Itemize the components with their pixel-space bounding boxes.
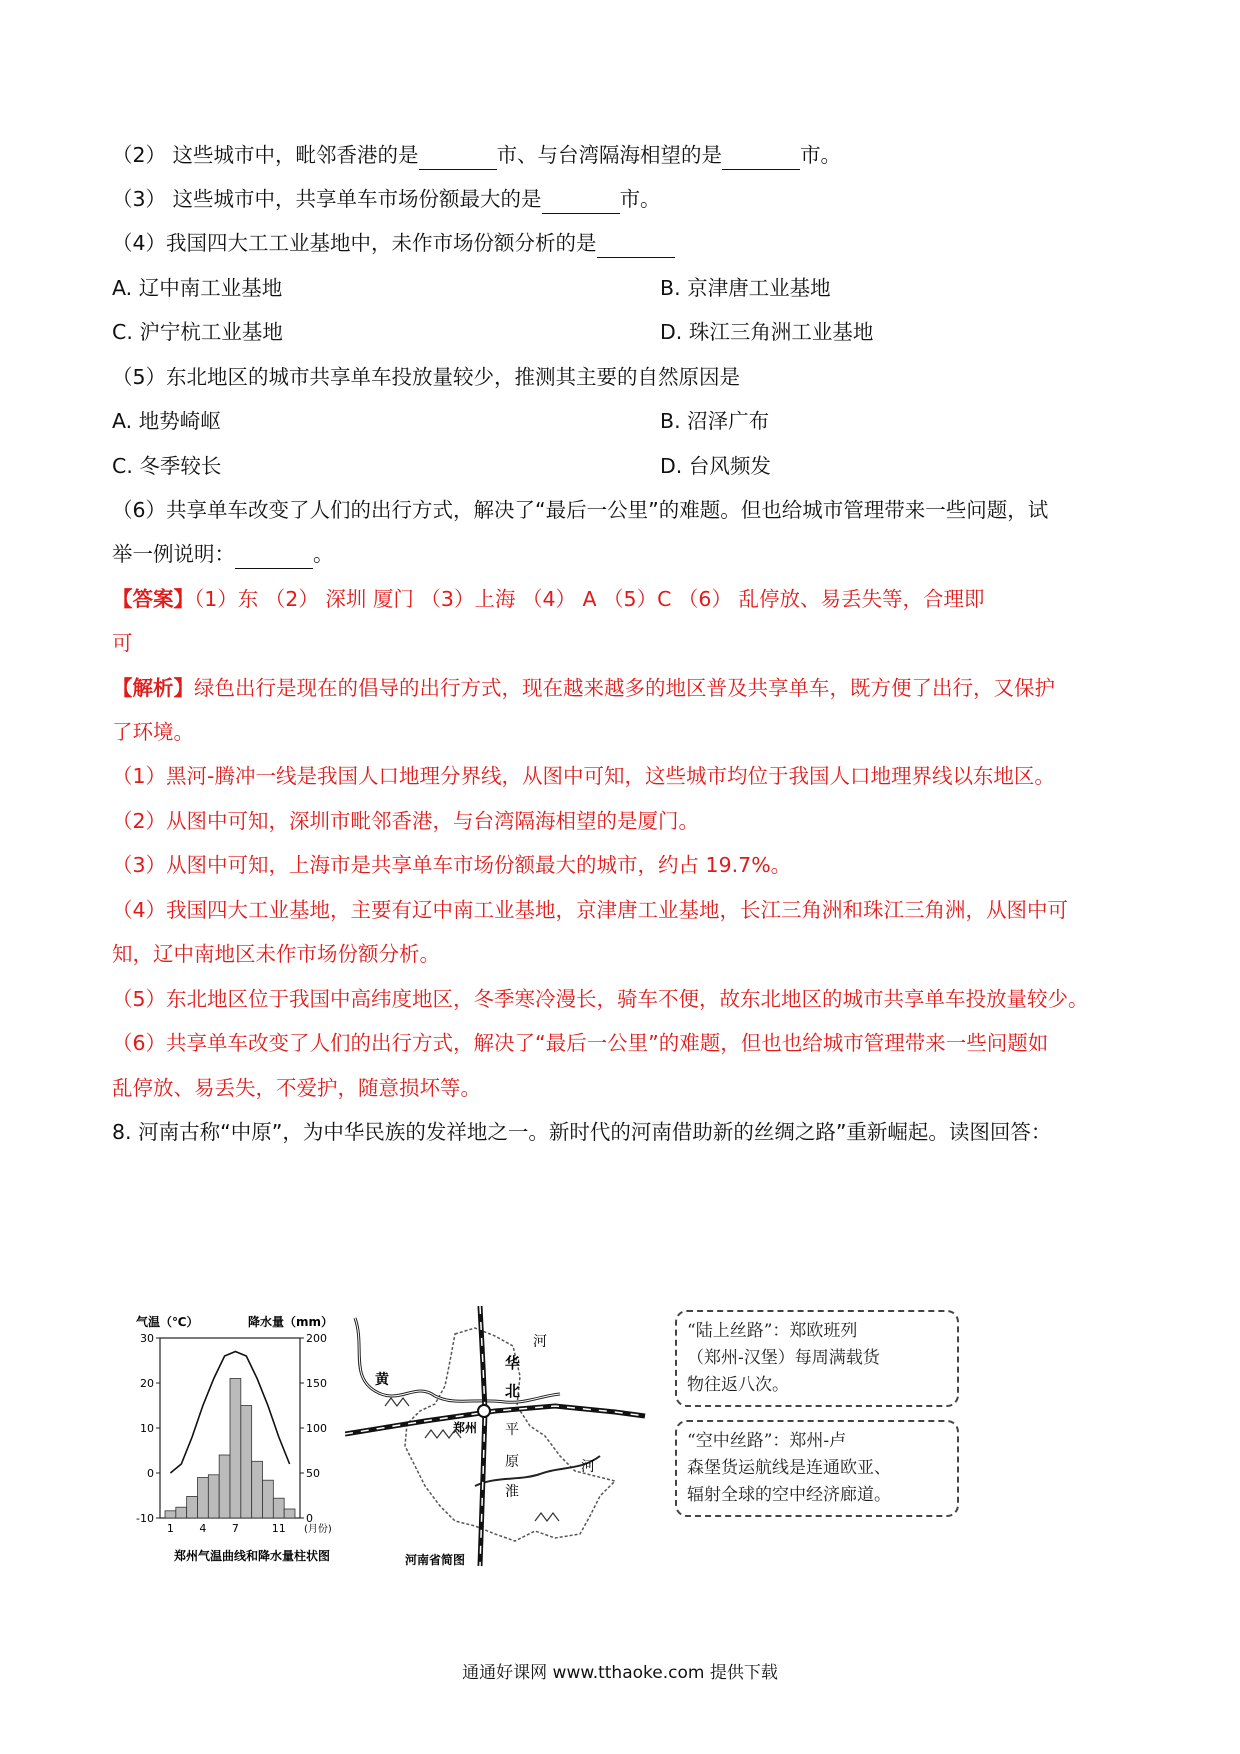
analysis-point-2: （2）从图中可知，深圳市毗邻香港，与台湾隔海相望的是厦门。 — [112, 809, 700, 833]
question-6-text-end: 。 — [313, 542, 334, 566]
analysis-point-6a: （6）共享单车改变了人们的出行方式，解决了“最后一公里”的难题，但也也给城市管理带来一些问题如 — [112, 1031, 1049, 1055]
huai-label: 淮 — [505, 1484, 519, 1500]
option-a[interactable]: A. 辽中南工业基地 — [112, 276, 283, 300]
answer-blank[interactable] — [722, 147, 800, 170]
month-tick-label: 4 — [199, 1522, 207, 1535]
analysis-point-6b: 乱停放、易丢失，不爱护，随意损坏等。 — [112, 1076, 481, 1100]
river-label-top: 河 — [533, 1334, 547, 1350]
mountain-symbol — [385, 1398, 409, 1406]
month-tick-label: 7 — [231, 1522, 239, 1535]
analysis-line-1 — [112, 673, 1132, 703]
question-8-stem: 8. 河南古称“中原”，为中华民族的发祥地之一。新时代的河南借助新的丝绸之路”重新崛起。读图回答： — [112, 1120, 1052, 1144]
climate-chart-caption: 郑州气温曲线和降水量柱状图 — [173, 1549, 331, 1563]
precipitation-bar — [187, 1496, 198, 1518]
option-c[interactable]: C. 冬季较长 — [112, 454, 222, 478]
temperature-tick-label: 20 — [140, 1377, 154, 1390]
note-line: 辐射全球的空中经济廊道。 — [687, 1485, 891, 1505]
temperature-tick-label: 30 — [140, 1332, 154, 1345]
question-3-text-b: 市。 — [619, 187, 661, 211]
plain-label-4: 原 — [505, 1454, 519, 1470]
precipitation-tick-label: 0 — [306, 1512, 313, 1525]
precipitation-tick-label: 150 — [306, 1377, 327, 1390]
answer-line-1 — [112, 584, 1132, 614]
note-line: “空中丝路”：郑州-卢 — [687, 1431, 847, 1451]
climate-chart — [130, 1310, 360, 1570]
option-d[interactable]: D. 台风频发 — [660, 454, 771, 478]
answer-tag: 【答案】 — [112, 587, 194, 611]
answer-blank[interactable] — [542, 191, 620, 214]
precipitation-tick-label: 100 — [306, 1422, 327, 1435]
precipitation-bar — [198, 1478, 209, 1519]
question-4 — [112, 228, 1132, 258]
henan-map — [345, 1306, 665, 1576]
question-6-line-1: （6）共享单车改变了人们的出行方式，解决了“最后一公里”的难题。但也给城市管理带来一些问题，试 — [112, 498, 1049, 522]
precipitation-bar — [230, 1379, 241, 1519]
question-5 — [112, 362, 1132, 392]
answer-text: （1）东 （2） 深圳 厦门 （3）上海 （4） A （5）C （6） 乱停放、易丢失等，合理即 — [194, 587, 985, 611]
precipitation-bar — [176, 1507, 187, 1518]
precipitation-bar — [284, 1509, 295, 1518]
land-silk-road-note — [675, 1310, 959, 1407]
temperature-tick-label: 0 — [147, 1467, 154, 1480]
precipitation-tick-label: 50 — [306, 1467, 320, 1480]
analysis-point-1: （1）黑河-腾冲一线是我国人口地理分界线，从图中可知，这些城市均位于我国人口地理界线以东地区。 — [112, 764, 1055, 788]
question-2-text-c: 市。 — [800, 143, 842, 167]
option-d[interactable]: D. 珠江三角洲工业基地 — [660, 320, 874, 344]
air-silk-road-note — [675, 1420, 959, 1517]
question-2-text-b: 市、与台湾隔海相望的是 — [496, 143, 723, 167]
note-line: 森堡货运航线是连通欧亚、 — [687, 1458, 891, 1478]
note-line: “陆上丝路”：郑欧班列 — [687, 1321, 858, 1341]
question-2 — [112, 140, 1132, 170]
analysis-point-3: （3）从图中可知，上海市是共享单车市场份额最大的城市，约占 19.7%。 — [112, 853, 792, 877]
question-3-text-a: （3） 这些城市中，共享单车市场份额最大的是 — [112, 187, 542, 211]
plain-label-3: 平 — [505, 1422, 519, 1438]
precipitation-bar — [252, 1461, 263, 1518]
temperature-axis-label: 气温（℃） — [136, 1315, 199, 1329]
option-c[interactable]: C. 沪宁杭工业基地 — [112, 320, 283, 344]
option-b[interactable]: B. 京津唐工业基地 — [660, 276, 831, 300]
month-tick-label: 1 — [166, 1522, 174, 1535]
option-a[interactable]: A. 地势崎岖 — [112, 409, 221, 433]
precipitation-bar — [219, 1455, 230, 1518]
footer: 通通好课网 www.tthaoke.com 提供下载 — [462, 1663, 778, 1683]
month-unit-label: (月份) — [304, 1524, 332, 1535]
precipitation-bar — [208, 1475, 219, 1518]
precipitation-bar — [273, 1498, 284, 1518]
plain-label-2: 北 — [505, 1382, 521, 1400]
question-4-stem: （4）我国四大工工业基地中，未作市场份额分析的是 — [112, 231, 597, 255]
analysis-text: 绿色出行是现在的倡导的出行方式，现在越来越多的地区普及共享单车，既方便了出行，又保护 — [194, 676, 1055, 700]
temperature-tick-label: -10 — [136, 1512, 154, 1525]
answer-blank[interactable] — [419, 147, 497, 170]
question-3 — [112, 184, 1132, 214]
question-5-stem: （5）东北地区的城市共享单车投放量较少，推测其主要的自然原因是 — [112, 365, 741, 389]
note-line: （郑州-汉堡）每周满载货 — [687, 1348, 880, 1368]
question-2-text-a: （2） 这些城市中，毗邻香港的是 — [112, 143, 419, 167]
precipitation-tick-label: 200 — [306, 1332, 327, 1345]
answer-blank[interactable] — [597, 235, 675, 258]
analysis-line-2: 了环境。 — [112, 720, 194, 744]
temperature-tick-label: 10 — [140, 1422, 154, 1435]
month-tick-label: 11 — [271, 1522, 286, 1535]
precipitation-bar — [165, 1511, 176, 1518]
question-6-line-2 — [112, 539, 1132, 569]
map-caption: 河南省简图 — [405, 1553, 466, 1567]
zhengzhou-label: 郑州 — [453, 1421, 478, 1435]
analysis-point-4b: 知，辽中南地区未作市场份额分析。 — [112, 942, 440, 966]
analysis-point-4a: （4）我国四大工业基地，主要有辽中南工业基地，京津唐工业基地，长江三角洲和珠江三角洲，从图中可 — [112, 898, 1069, 922]
yellow-river-inner — [355, 1318, 560, 1402]
question-6-text: 举一例说明： — [112, 542, 235, 566]
answer-line-2: 可 — [112, 631, 133, 655]
river-label-bottom: 河 — [581, 1459, 595, 1475]
zhengzhou-marker — [478, 1405, 490, 1417]
precipitation-bar — [241, 1406, 252, 1519]
precipitation-bar — [263, 1480, 274, 1518]
answer-blank[interactable] — [235, 546, 313, 569]
precipitation-axis-label: 降水量（mm） — [248, 1315, 334, 1329]
note-line: 物往返八次。 — [687, 1375, 789, 1395]
huang-label: 黄 — [375, 1372, 389, 1388]
analysis-point-5: （5）东北地区位于我国中高纬度地区，冬季寒冷漫长，骑车不便，故东北地区的城市共享单车投放量较少。 — [112, 987, 1089, 1011]
yellow-river — [355, 1318, 560, 1402]
analysis-tag: 【解析】 — [112, 676, 194, 700]
option-b[interactable]: B. 沼泽广布 — [660, 409, 770, 433]
plain-label-1: 华 — [505, 1354, 521, 1372]
mountain-symbol — [535, 1513, 559, 1521]
